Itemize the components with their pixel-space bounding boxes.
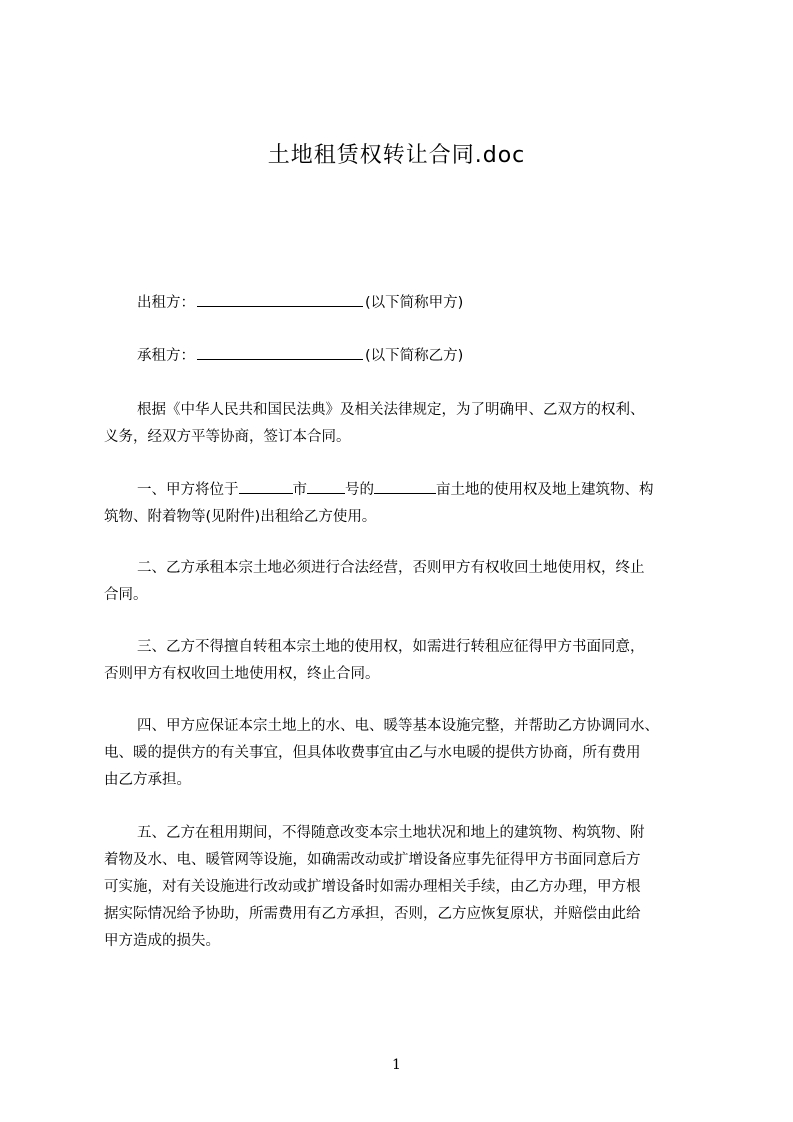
- paragraph-line: 甲方造成的损失。: [104, 933, 220, 949]
- paragraph-line: 根据《中华人民共和国民法典》及相关法律规定，为了明确甲、乙双方的权利、: [137, 402, 645, 418]
- clause-5-paragraph: [104, 820, 700, 955]
- paragraph-line: 由乙方承担。: [104, 772, 191, 788]
- paragraph-line: 合同。: [104, 587, 148, 603]
- clause-1-text-d: 亩土地的使用权及地上建筑物、构: [436, 482, 654, 498]
- lessee-suffix: (以下简称乙方): [365, 348, 464, 364]
- lessee-line: [137, 345, 463, 366]
- clause-1-text-b: 市: [292, 482, 307, 498]
- paragraph-line: 据实际情况给予协助，所需费用有乙方承担，否则，乙方应恢复原状，并赔偿由此给: [104, 906, 641, 922]
- lessor-line: [137, 292, 463, 313]
- clause-4-paragraph: [104, 713, 700, 794]
- lessor-suffix: (以下简称甲方): [365, 295, 464, 311]
- preamble-paragraph: [104, 397, 700, 451]
- clause-1-text-c: 号的: [345, 482, 374, 498]
- paragraph-line: 五、乙方在租用期间，不得随意改变本宗土地状况和地上的建筑物、构筑物、附: [137, 825, 645, 841]
- page-number: 1: [392, 1057, 401, 1073]
- lessee-name-blank: [197, 345, 363, 360]
- paragraph-line: [104, 477, 700, 504]
- paragraph-line: 义务，经双方平等协商，签订本合同。: [104, 429, 351, 445]
- paragraph-line: 可实施，对有关设施进行改动或扩增设备时如需办理相关手续，由乙方办理，甲方根: [104, 879, 641, 895]
- city-blank: [239, 479, 293, 494]
- lessee-label: 承租方：: [137, 348, 195, 364]
- lessor-name-blank: [197, 292, 363, 307]
- lessor-label: 出租方：: [137, 295, 195, 311]
- clause-2-paragraph: [104, 555, 700, 609]
- document-title: 土地租赁权转让合同.doc: [267, 143, 526, 168]
- paragraph-line: 筑物、附着物等(见附件)出租给乙方使用。: [104, 509, 377, 525]
- number-blank: [307, 479, 345, 494]
- paragraph-line: 电、暖的提供方的有关事宜，但具体收费事宜由乙与水电暖的提供方协商，所有费用: [104, 745, 641, 761]
- paragraph-line: 二、乙方承租本宗土地必须进行合法经营，否则甲方有权收回土地使用权，终止: [137, 560, 645, 576]
- paragraph-line: 着物及水、电、暖管网等设施，如确需改动或扩增设备应事先征得甲方书面同意后方: [104, 852, 641, 868]
- clause-1-text-a: 一、甲方将位于: [137, 482, 239, 498]
- paragraph-line: 否则甲方有权收回土地使用权，终止合同。: [104, 666, 380, 682]
- paragraph-line: 四、甲方应保证本宗土地上的水、电、暖等基本设施完整，并帮助乙方协调同水、: [137, 718, 659, 734]
- clause-1-paragraph: [104, 477, 700, 531]
- area-blank: [374, 479, 436, 494]
- paragraph-line: 三、乙方不得擅自转租本宗土地的使用权，如需进行转租应征得甲方书面同意，: [137, 639, 645, 655]
- clause-3-paragraph: [104, 634, 700, 688]
